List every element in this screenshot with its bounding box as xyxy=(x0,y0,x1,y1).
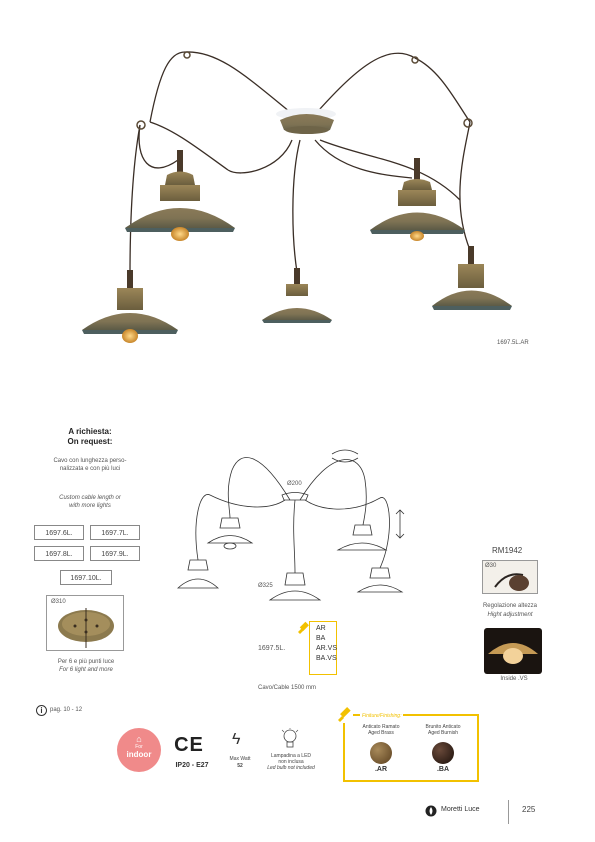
variant-code: AR xyxy=(316,625,326,632)
page-number: 225 xyxy=(522,805,536,814)
max-watt-value: 52 xyxy=(237,763,243,769)
inside-vs-graphic xyxy=(484,628,542,674)
inside-vs-image xyxy=(484,628,542,674)
code-box: 1697.7L. xyxy=(90,525,140,540)
finish-item xyxy=(350,724,412,736)
page-reference: pag. 10 - 12 xyxy=(50,707,83,713)
rm-caption-it: Regolazione altezza xyxy=(482,603,538,609)
canopy-caption-it: Per 6 e più punti luce xyxy=(57,659,115,665)
finishing-brush-icon xyxy=(296,620,310,634)
code-box: 1697.8L. xyxy=(34,546,84,561)
code-box: 1697.10L. xyxy=(60,570,112,585)
height-adjuster-image xyxy=(493,567,533,593)
on-request-text-it xyxy=(30,457,150,473)
variant-codes-box xyxy=(309,621,337,675)
finish-name-it: Brunito Anticato xyxy=(425,724,461,730)
on-request-text-en-line1: Custom cable length or xyxy=(59,495,121,501)
drawing-shade-diameter: Ø325 xyxy=(258,583,273,589)
model-code-caption: 1697.5L.AR xyxy=(497,340,529,346)
finish-name-it: Anticato Ramato xyxy=(362,724,400,730)
technical-drawing xyxy=(170,440,420,640)
rm-code: RM1942 xyxy=(492,546,523,555)
info-icon: i xyxy=(36,705,47,716)
led-note xyxy=(258,753,324,771)
led-note-it-2: non inclusa xyxy=(278,759,304,765)
canopy-caption xyxy=(30,658,142,674)
product-photo xyxy=(0,0,595,360)
on-request-text-it-line2: nalizzata e con più luci xyxy=(59,466,121,472)
ip-rating: IP20 - E27 xyxy=(175,762,209,769)
max-watt-label: Max Watt xyxy=(229,756,251,762)
finish-swatch-ba xyxy=(432,742,454,764)
variant-code: BA xyxy=(316,635,326,642)
variant-code: AR.VS xyxy=(316,645,338,652)
max-watt xyxy=(222,756,258,770)
on-request-text-en-line2: with more lights xyxy=(69,503,111,509)
finish-swatch-ar xyxy=(370,742,392,764)
ce-mark: CE xyxy=(174,734,204,756)
footer-divider xyxy=(508,800,509,824)
drawing-model: 1697.5L. xyxy=(258,645,286,652)
inside-vs-caption: Inside .VS xyxy=(500,676,528,682)
finish-item xyxy=(412,724,474,736)
canopy-diameter: Ø310 xyxy=(51,599,66,605)
on-request-text-en xyxy=(30,494,150,510)
finish-name-en: Aged Brass xyxy=(368,730,394,736)
canopy-caption-en: For 6 light and more xyxy=(59,667,113,673)
code-box: 1697.9L. xyxy=(90,546,140,561)
on-request-text-it-line1: Cavo con lunghezza perso- xyxy=(53,458,127,464)
indoor-label: indoor xyxy=(126,750,152,759)
on-request-title-en: On request: xyxy=(67,437,113,446)
code-box: 1697.6L. xyxy=(34,525,84,540)
led-note-en: Led bulb not included xyxy=(267,765,315,771)
canopy-box xyxy=(46,595,124,651)
finish-name-en: Aged Burnish xyxy=(427,730,459,736)
finish-code: .AR xyxy=(374,766,388,773)
indoor-badge xyxy=(117,728,161,772)
drawing-canopy-diameter: Ø200 xyxy=(287,481,302,487)
brand-name: Moretti Luce xyxy=(441,806,480,813)
brand-logo-icon xyxy=(425,805,437,817)
finishing-title: Finiture/Finishing: xyxy=(362,713,402,719)
paint-brush-icon xyxy=(335,705,353,723)
lightning-icon: ϟ xyxy=(232,731,241,748)
indoor-lamp-icon: ⌂ xyxy=(136,734,142,744)
rm-diameter: Ø30 xyxy=(485,563,497,569)
rm-caption-en: Hight adjustment xyxy=(487,612,533,618)
cable-length: Cavo/Cable 1500 mm xyxy=(258,685,317,691)
bulb-icon xyxy=(281,728,299,750)
rm-caption xyxy=(468,602,552,620)
finish-code: .BA xyxy=(436,766,450,773)
led-note-it-1: Lampadina a LED xyxy=(270,753,312,759)
on-request-title-it: A richiesta: xyxy=(68,427,112,436)
rm-image xyxy=(482,560,538,594)
indoor-small: For xyxy=(135,744,143,750)
canopy-image xyxy=(55,604,117,648)
on-request-title xyxy=(30,427,150,447)
variant-code: BA.VS xyxy=(316,655,337,662)
